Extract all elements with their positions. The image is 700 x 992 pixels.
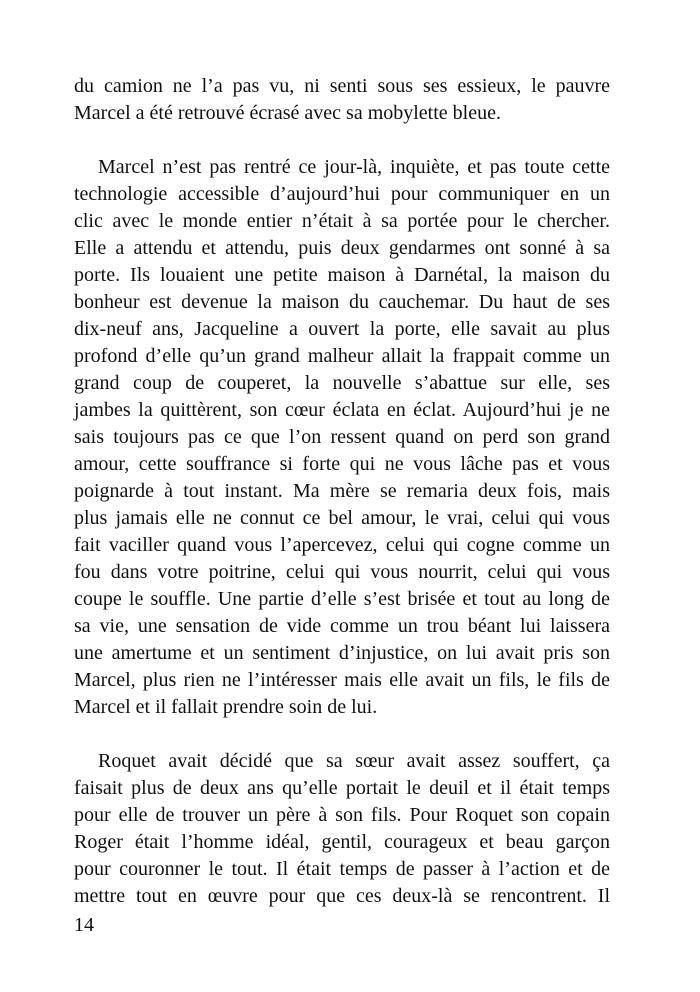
text-line: fou dans votre poitrine, celui qui vous nourrit, celui qui vous — [74, 561, 610, 583]
text-line: Marcel n’est pas rentré ce jour-là, inquiète, et pas toute cette — [98, 156, 610, 178]
text-line: bonheur est devenue la maison du cauchemar. Du haut de ses — [74, 291, 610, 313]
text-line: mettre tout en œuvre pour que ces deux-là se rencontrent. Il — [74, 885, 610, 907]
page-body — [74, 73, 610, 910]
text-line: Roquet avait décidé que sa sœur avait assez souffert, ça — [98, 750, 610, 772]
text-line: pour elle de trouver un père à son fils. Pour Roquet son copain — [74, 804, 610, 826]
text-line: faisait plus de deux ans qu’elle portait le deuil et il était temps — [74, 777, 610, 799]
text-line: sa vie, une sensation de vide comme un trou béant lui laissera — [74, 615, 610, 637]
text-line: du camion ne l’a pas vu, ni senti sous ses essieux, le pauvre — [74, 75, 610, 97]
text-line: pour couronner le tout. Il était temps de passer à l’action et de — [74, 858, 610, 880]
text-line: grand coup de couperet, la nouvelle s’abattue sur elle, ses — [74, 372, 610, 394]
text-line: Marcel a été retrouvé écrasé avec sa mobylette bleue. — [74, 102, 501, 124]
text-line: coupe le souffle. Une partie d’elle s’est brisée et tout au long de — [74, 588, 610, 610]
paragraph-gap — [74, 721, 610, 748]
text-line: clic avec le monde entier n’était à sa portée pour le chercher. — [74, 210, 610, 232]
text-line: dix-neuf ans, Jacqueline a ouvert la porte, elle savait au plus — [74, 318, 610, 340]
text-line: plus jamais elle ne connut ce bel amour, le vrai, celui qui vous — [74, 507, 610, 529]
text-line: technologie accessible d’aujourd’hui pour communiquer en un — [74, 183, 610, 205]
text-line: Marcel et il fallait prendre soin de lui. — [74, 696, 378, 718]
paragraph-gap — [74, 127, 610, 154]
text-line: Roger était l’homme idéal, gentil, courageux et beau garçon — [74, 831, 610, 853]
text-line: porte. Ils louaient une petite maison à Darnétal, la maison du — [74, 264, 610, 286]
text-line: poignarde à tout instant. Ma mère se remaria deux fois, mais — [74, 480, 610, 502]
text-line: jambes la quittèrent, son cœur éclata en éclat. Aujourd’hui je ne — [74, 399, 610, 421]
text-line: amour, cette souffrance si forte qui ne vous lâche pas et vous — [74, 453, 610, 475]
paragraph-3 — [74, 748, 610, 910]
paragraph-2 — [74, 154, 610, 721]
text-line: sais toujours pas ce que l’on ressent quand on perd son grand — [74, 426, 610, 448]
paragraph-1 — [74, 73, 610, 127]
text-line: fait vaciller quand vous l’apercevez, celui qui cogne comme un — [74, 534, 610, 556]
text-line: une amertume et un sentiment d’injustice, on lui avait pris son — [74, 642, 610, 664]
text-line: Elle a attendu et attendu, puis deux gendarmes ont sonné à sa — [74, 237, 610, 259]
text-line: profond d’elle qu’un grand malheur allait la frappait comme un — [74, 345, 610, 367]
page-number: 14 — [74, 914, 94, 936]
text-line: Marcel, plus rien ne l’intéresser mais elle avait un fils, le fils de — [74, 669, 610, 691]
